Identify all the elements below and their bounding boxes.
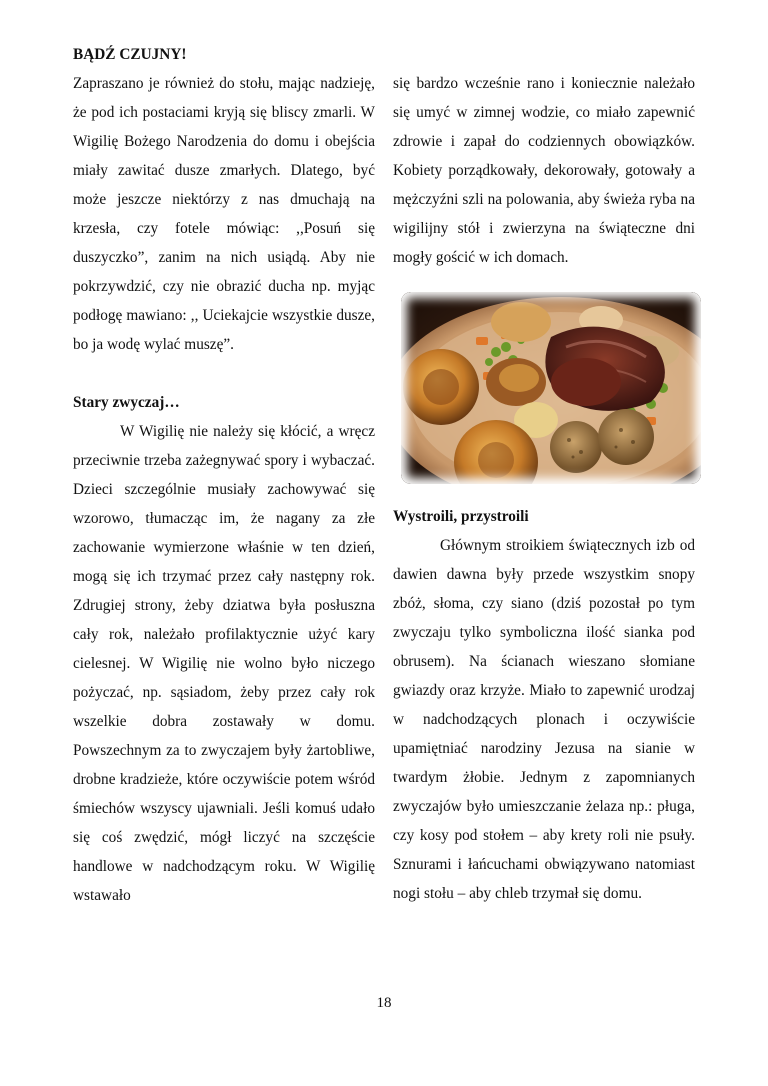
section-heading-badz-czujny: BĄDŹ CZUJNY!: [73, 46, 187, 63]
paragraph-souls: Zapraszano je również do stołu, mając nadzieję, że pod ich postaciami kryją się bliscy zmarli. W Wigilię Bożego Narodzenia do domu i obejścia miały zawitać dusze zmarłych. Dlatego, być może jeszcze niektórzy z nas dmuchają na krzesła, czy fotele mówiąc: ,,Posuń się duszyczko”, zanim na nich usiądą. Aby nie pokrzywdzić, czy nie obrazić ducha np. myjąc podłogę mawiano: ,, Uciekajcie wszystkie dusze, bo ja wodę wylać muszę”.: [73, 75, 375, 353]
paragraph-old-custom: W Wigilię nie należy się kłócić, a wręcz przeciwnie trzeba zażegnywać spory i wybaczać. Dzieci szczególnie musiały zachowywać się wzorowo, tłumacząc im, że nagany za złe zachowanie wymierzone właśnie w ten dzień, mogą się ich trzymać przez cały następny rok. Zdrugiej strony, żeby dziatwa była posłuszna cały rok, należało profilaktycznie użyć kary cielesnej. W Wigilię nie wolno było niczego pożyczać, np. sąsiadom, żeby przez cały rok wszelkie dobra zostawały w domu. Powszechnym za to zwyczajem były żartobliwe, drobne kradzieże, które oczywiście potem wśród śmiechów wszyscy ujawniali. Jeśli komuś udało się coś zwędzić, mógł liczyć na szczęście handlowe w nadchodzącym roku. W Wigilię wstawało: [73, 423, 375, 904]
right-column: [393, 69, 695, 908]
spacer: [393, 484, 695, 502]
photo-vignette: [401, 292, 701, 484]
section-heading-wystroili: Wystroili, przystroili: [393, 508, 529, 525]
section-heading-stary-zwyczaj: Stary zwyczaj…: [73, 394, 180, 411]
left-column: [73, 40, 375, 910]
spacer: [73, 359, 375, 388]
paragraph-decorations: Głównym stroikiem świątecznych izb od dawien dawna były przede wszystkim snopy zbóż, słoma, czy siano (dziś pozostał po tym zwyczaju tylko symboliczna ilość sianka pod obrusem). Na ścianach wieszano słomiane gwiazdy oraz krzyże. Miało to zapewnić urodzaj w nadchodzących plonach i oczywiście upamiętniać narodziny Jezusa na sianie w twardym żłobie. Jednym z zapomnianych zwyczajów było umieszczanie żelaza np.: pługa, czy kosy pod stołem – aby krety roli nie psuły. Sznurami i łańcuchami obwiązywano natomiast nogi stołu – aby chleb trzymał się domu.: [393, 537, 695, 902]
food-photo: [401, 292, 701, 484]
paragraph-morning: się bardzo wcześnie rano i koniecznie należało się umyć w zimnej wodzie, co miało zapewnić zdrowie i zapał do codziennych obowiązków. Kobiety porządkowały, dekorowały, gotowały a mężczyźni szli na polowania, aby świeża ryba na wigilijny stół i zwierzyna na świąteczne dni mogły gościć w ich domach.: [393, 75, 695, 266]
page-number: 18: [376, 995, 392, 1011]
